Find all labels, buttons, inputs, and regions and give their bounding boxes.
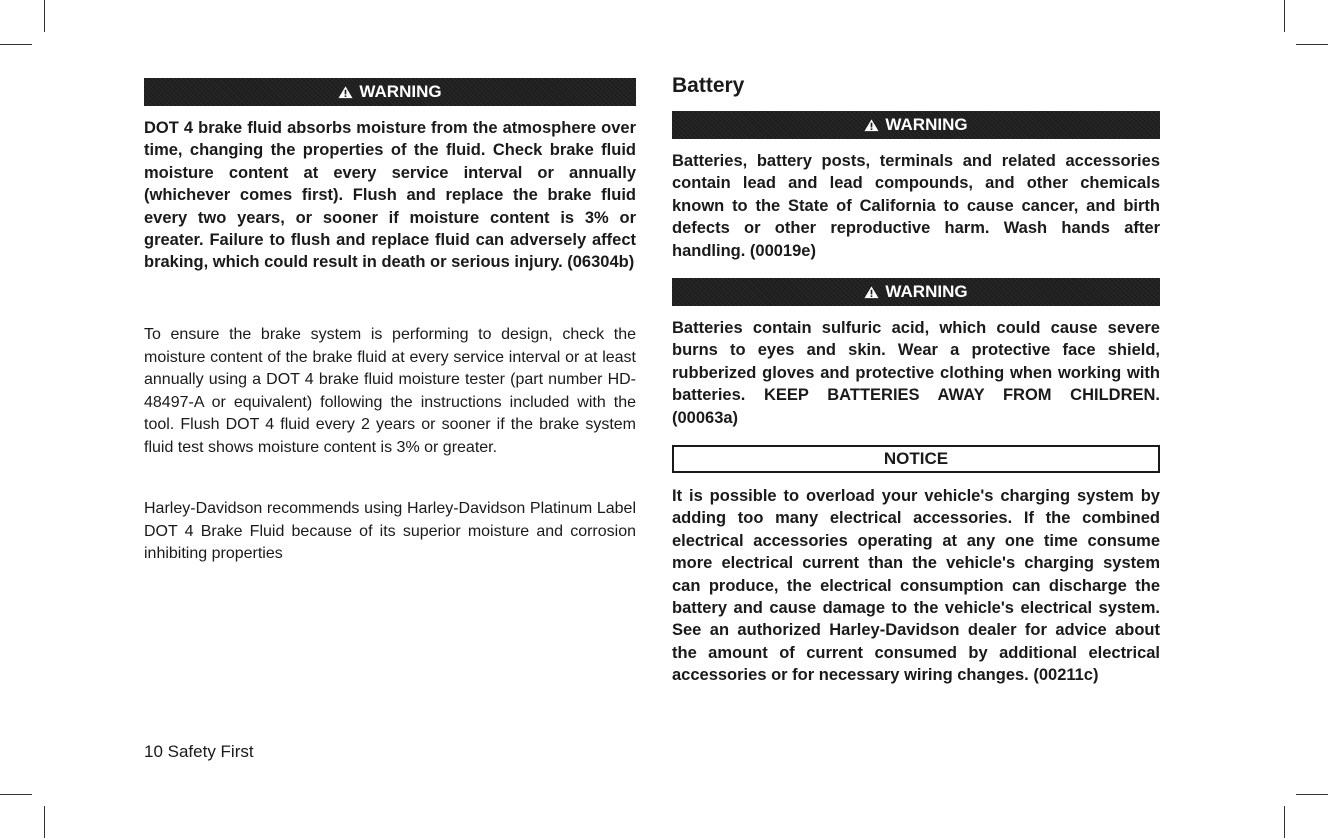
notice-text: It is possible to overload your vehicle's charging system by adding too many electrical accessories. If the combined electrical accessories operating at any one time consume more electrical current than the vehicle's charging system can produce, the electrical consumption can discharge the battery and cause damage to the vehicle's electrical system. See an authorized Harley-Davidson dealer for advice about the amount of current consumed by additional electrical accessories or for necessary wiring changes. (00211c) <box>672 487 1160 685</box>
warning-banner <box>144 78 636 106</box>
warning-triangle-icon <box>864 285 879 299</box>
warning-text: DOT 4 brake fluid absorbs moisture from the atmosphere over time, changing the properties of the fluid. Check brake fluid moisture content at every service interval or annually (whichever comes first). Flush and replace the brake fluid every two years, or sooner if moisture content is 3% or greater. Failure to flush and replace fluid can adversely affect braking, which could result in death or serious injury. (06304b) <box>144 119 636 272</box>
warning-triangle-icon <box>338 85 353 99</box>
warning-label: WARNING <box>885 282 968 301</box>
warning-text: Batteries contain sulfuric acid, which could cause severe burns to eyes and skin. Wear a protective face shield, rubberized gloves and protective clothing when working with batteries. KEEP BATTERIES AWAY FROM CHILDREN. (00063a) <box>672 319 1160 427</box>
warning-banner <box>672 111 1160 139</box>
crop-mark <box>44 806 45 838</box>
warning-label: WARNING <box>359 82 442 101</box>
section-heading: Battery <box>672 74 745 97</box>
crop-mark <box>1296 794 1328 795</box>
page-footer: 10 Safety First <box>144 742 254 761</box>
crop-mark <box>1284 806 1285 838</box>
crop-mark <box>0 794 32 795</box>
warning-label: WARNING <box>885 115 968 134</box>
crop-mark <box>0 44 32 45</box>
notice-banner <box>672 445 1160 473</box>
crop-mark <box>44 0 45 32</box>
notice-label: NOTICE <box>883 449 949 468</box>
crop-mark <box>1296 44 1328 45</box>
body-paragraph: Harley-Davidson recommends using Harley-Davidson Platinum Label DOT 4 Brake Fluid because of its superior moisture and corrosion inhibiting properties <box>144 500 636 562</box>
warning-banner <box>672 278 1160 306</box>
crop-mark <box>1284 0 1285 32</box>
warning-triangle-icon <box>864 118 879 132</box>
warning-text: Batteries, battery posts, terminals and related accessories contain lead and lead compounds, and other chemicals known to the State of California to cause cancer, and birth defects or other reproductive harm. Wash hands after handling. (00019e) <box>672 152 1160 260</box>
body-paragraph: To ensure the brake system is performing to design, check the moisture content of the brake fluid at every service interval or at least annually using a DOT 4 brake fluid moisture tester (part number HD-48497-A or equivalent) following the instructions included with the tool. Flush DOT 4 fluid every 2 years or sooner if the brake system fluid test shows moisture content is 3% or greater. <box>144 326 636 456</box>
